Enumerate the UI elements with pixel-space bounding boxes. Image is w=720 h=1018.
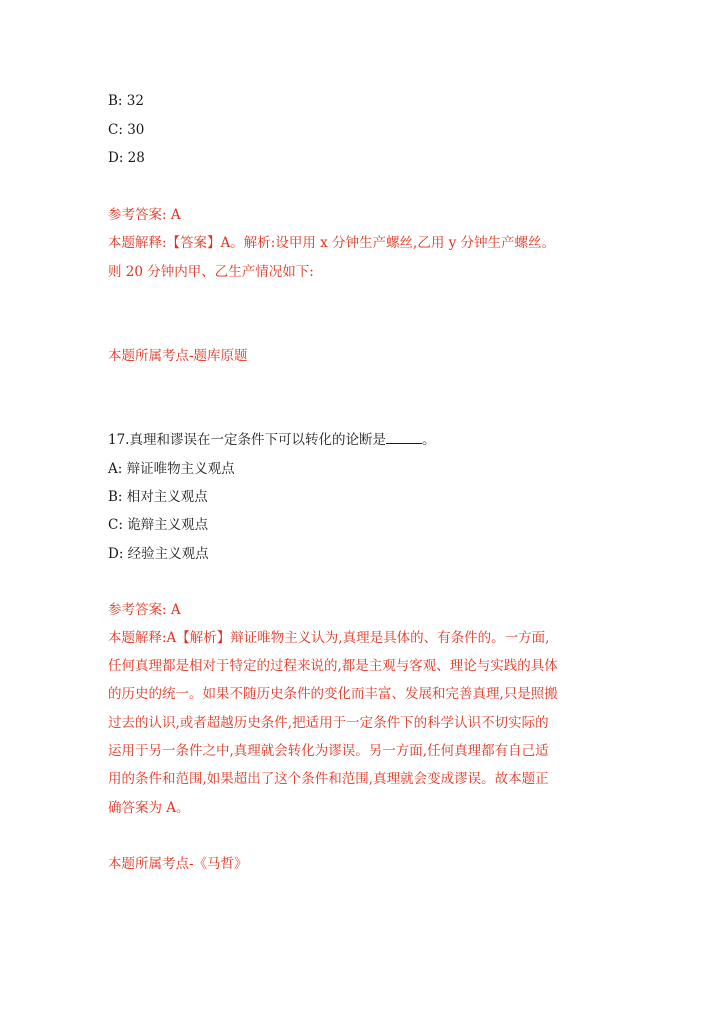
q16-topic: 本题所属考点-题库原题	[108, 348, 248, 364]
q16-option-b	[108, 91, 144, 111]
q17-explanation-line-2: 任何真理都是相对于特定的过程来说的,都是主观与客观、理论与实践的具体	[108, 658, 558, 674]
option-label: D:	[108, 150, 124, 166]
q16-option-d	[108, 148, 145, 168]
option-text: 辩证唯物主义观点	[126, 461, 235, 477]
option-label: A:	[108, 461, 123, 477]
option-label: C:	[108, 517, 123, 533]
q17-explanation-line-7: 确答案为 A。	[108, 800, 190, 816]
q16-answer: 参考答案: A	[108, 207, 181, 223]
option-label: D:	[108, 546, 124, 562]
q17-explanation-line-3: 的历史的统一。如果不随历史条件的变化而丰富、发展和完善真理,只是照搬	[108, 686, 558, 702]
option-text: 相对主义观点	[126, 489, 208, 505]
option-label: C:	[108, 122, 123, 138]
q17-explanation-line-6: 用的条件和范围,如果超出了这个条件和范围,真理就会变成谬误。故本题正	[108, 771, 549, 787]
option-text: 经验主义观点	[127, 546, 209, 562]
q17-answer: 参考答案: A	[108, 602, 181, 618]
option-text: 诡辩主义观点	[127, 517, 209, 533]
option-text: 30	[127, 122, 145, 138]
q17-option-c	[108, 515, 208, 535]
answer-blank	[386, 430, 422, 444]
q17-explanation-line-1: 本题解释:A【解析】辩证唯物主义认为,真理是具体的、有条件的。一方面,	[108, 630, 550, 646]
option-label: B:	[108, 93, 123, 109]
q16-option-c	[108, 120, 144, 140]
option-label: B:	[108, 489, 123, 505]
q17-topic: 本题所属考点-《马哲》	[108, 856, 248, 872]
q17-option-d	[108, 544, 209, 564]
option-text: 32	[126, 93, 144, 109]
question-end: 。	[421, 432, 436, 448]
option-text: 28	[127, 150, 145, 166]
q17-explanation-line-4: 过去的认识,或者超越历史条件,把适用于一定条件下的科学认识不切实际的	[108, 715, 549, 731]
question-text: 17.真理和谬误在一定条件下可以转化的论断是	[108, 432, 386, 448]
q17-explanation-line-5: 运用于另一条件之中,真理就会转化为谬误。另一方面,任何真理都有自己适	[108, 743, 549, 759]
q17-question	[108, 430, 435, 450]
q17-option-a	[108, 459, 235, 479]
q16-explanation-line-2: 则 20 分钟内甲、乙生产情况如下:	[108, 264, 314, 280]
q16-explanation-line-1: 本题解释:【答案】A。解析:设甲用 x 分钟生产螺丝,乙用 y 分钟生产螺丝。	[108, 235, 556, 251]
q17-option-b	[108, 487, 208, 507]
